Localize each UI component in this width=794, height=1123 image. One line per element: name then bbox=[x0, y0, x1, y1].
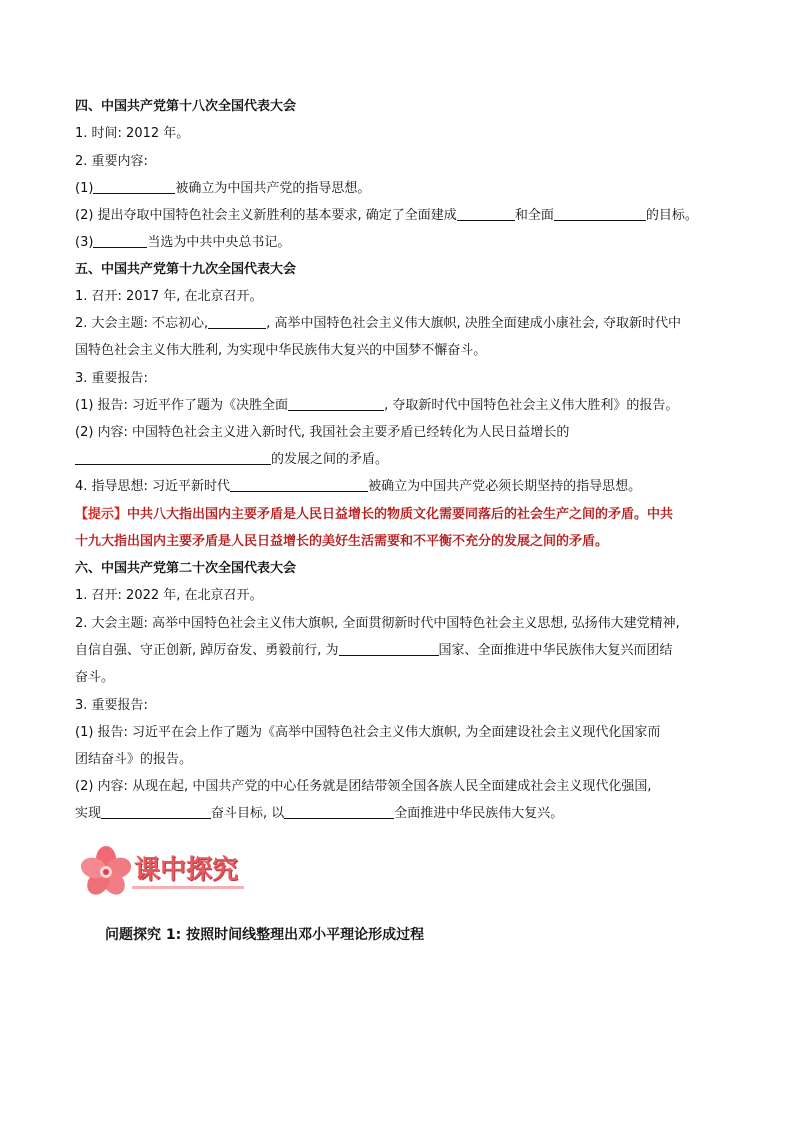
s6-report-label: 3. 重要报告: bbox=[75, 698, 148, 713]
s5-guiding-thought: 4. 指导思想: 习近平新时代 被确立为中国共产党必须长期坚持的指导思想。 bbox=[75, 479, 642, 494]
s5-report-1: (1) 报告: 习近平作了题为《决胜全面 , 夺取新时代中国特色社会主义伟大胜利》的报告。 bbox=[75, 398, 679, 413]
s4-item-1: (1) 被确立为中国共产党的指导思想。 bbox=[75, 181, 371, 196]
section-banner-title: 课中探究 bbox=[134, 855, 239, 885]
tip-label: 【提示】 bbox=[75, 507, 128, 522]
banner-underline bbox=[132, 886, 244, 889]
s5-open: 1. 召开: 2017 年, 在北京召开。 bbox=[75, 289, 263, 304]
fill-blank[interactable] bbox=[75, 450, 271, 465]
s5-report-2-line-1: (2) 内容: 中国特色社会主义进入新时代, 我国社会主要矛盾已经转化为人民日益增长的 bbox=[75, 425, 570, 440]
fill-blank[interactable] bbox=[457, 206, 515, 221]
fill-blank[interactable] bbox=[230, 477, 368, 492]
s6-report-2-line-1: (2) 内容: 从现在起, 中国共产党的中心任务就是团结带领全国各族人民全面建成社会主义现代化强国, bbox=[75, 779, 652, 794]
fill-blank[interactable] bbox=[554, 206, 646, 221]
fill-blank[interactable] bbox=[284, 804, 394, 819]
s6-report-2-line-2: 实现 奋斗目标, 以 全面推进中华民族伟大复兴。 bbox=[75, 806, 564, 821]
s4-content-label: 2. 重要内容: bbox=[75, 154, 148, 169]
s4-item-3: (3) 当选为中共中央总书记。 bbox=[75, 235, 291, 250]
fill-blank[interactable] bbox=[208, 314, 266, 329]
question-heading: 问题探究 1: 按照时间线整理出邓小平理论形成过程 bbox=[105, 927, 425, 943]
s5-theme-line-1: 2. 大会主题: 不忘初心, , 高举中国特色社会主义伟大旗帜, 决胜全面建成小康社会, 夺取新时代中 bbox=[75, 316, 681, 331]
s5-report-2-line-2: 的发展之间的矛盾。 bbox=[75, 450, 718, 469]
s6-open: 1. 召开: 2022 年, 在北京召开。 bbox=[75, 588, 263, 603]
s6-theme-line-3: 奋斗。 bbox=[75, 670, 115, 685]
s6-theme-line-1: 2. 大会主题: 高举中国特色社会主义伟大旗帜, 全面贯彻新时代中国特色社会主义思想, 弘扬伟大建党精神, bbox=[75, 616, 680, 631]
s4-item-2: (2) 提出夺取中国特色社会主义新胜利的基本要求, 确定了全面建成 和全面 的目标。 bbox=[75, 208, 698, 223]
s6-report-1-line-1: (1) 报告: 习近平在会上作了题为《高举中国特色社会主义伟大旗帜, 为全面建设社会主义现代化国家而 bbox=[75, 725, 661, 740]
section-heading-19th-congress: 五、中国共产党第十九次全国代表大会 bbox=[75, 262, 297, 277]
fill-blank[interactable] bbox=[288, 396, 384, 411]
fill-blank[interactable] bbox=[93, 179, 175, 194]
s6-report-1-line-2: 团结奋斗》的报告。 bbox=[75, 752, 193, 767]
fill-blank[interactable] bbox=[339, 641, 439, 656]
section-heading-20th-congress: 六、中国共产党第二十次全国代表大会 bbox=[75, 561, 297, 576]
fill-blank[interactable] bbox=[93, 233, 147, 248]
tip-line-1: 【提示】中共八大指出国内主要矛盾是人民日益增长的物质文化需要同落后的社会生产之间的矛盾。中共 bbox=[75, 507, 674, 522]
s5-theme-line-2: 国特色社会主义伟大胜利, 为实现中华民族伟大复兴的中国梦不懈奋斗。 bbox=[75, 343, 487, 358]
section-heading-18th-congress: 四、中国共产党第十八次全国代表大会 bbox=[75, 99, 297, 114]
s5-report-label: 3. 重要报告: bbox=[75, 371, 148, 386]
s4-time: 1. 时间: 2012 年。 bbox=[75, 126, 190, 141]
fill-blank[interactable] bbox=[101, 804, 211, 819]
s6-theme-line-2: 自信自强、守正创新, 踔厉奋发、勇毅前行, 为 国家、全面推进中华民族伟大复兴而团结 bbox=[75, 643, 673, 658]
tip-line-2: 十九大指出国内主要矛盾是人民日益增长的美好生活需要和不平衡不充分的发展之间的矛盾。 bbox=[75, 534, 609, 549]
